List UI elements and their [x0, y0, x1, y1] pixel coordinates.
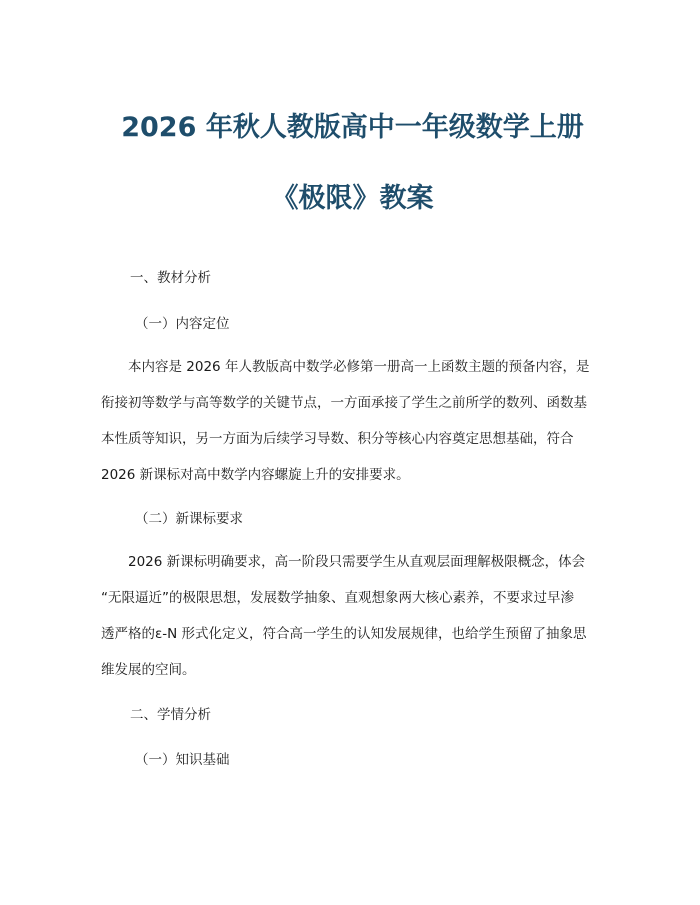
section-heading-materials: 一、教材分析: [130, 270, 211, 286]
paragraph-line: “无限逼近”的极限思想，发展数学抽象、直观想象两大核心素养，不要求过早渗: [101, 590, 574, 606]
paragraph-positioning: [101, 349, 604, 493]
paragraph-line: 衔接初等数学与高等数学的关键节点，一方面承接了学生之前所学的数列、函数基: [101, 395, 587, 411]
paragraph-line: 2026 新课标对高中数学内容螺旋上升的安排要求。: [101, 467, 410, 483]
title-line-2: 《极限》教案: [271, 183, 434, 214]
paragraph-requirements: [101, 544, 604, 688]
subsection-heading-knowledge: （一）知识基础: [135, 752, 230, 768]
subsection-heading-positioning: （一）内容定位: [135, 316, 230, 332]
paragraph-line: 维发展的空间。: [101, 662, 196, 678]
section-heading-students: 二、学情分析: [130, 707, 211, 723]
subsection-heading-requirements: （二）新课标要求: [135, 511, 243, 527]
paragraph-line: 2026 新课标明确要求，高一阶段只需要学生从直观层面理解极限概念，体会: [128, 554, 586, 570]
paragraph-line: 本性质等知识，另一方面为后续学习导数、积分等核心内容奠定思想基础，符合: [101, 431, 574, 447]
title-line-1: 2026 年秋人教版高中一年级数学上册: [121, 112, 584, 143]
paragraph-line: 本内容是 2026 年人教版高中数学必修第一册高一上函数主题的预备内容，是: [128, 359, 590, 375]
paragraph-line: 透严格的ε-N 形式化定义，符合高一学生的认知发展规律，也给学生预留了抽象思: [101, 626, 587, 642]
document-title: [101, 0, 604, 217]
